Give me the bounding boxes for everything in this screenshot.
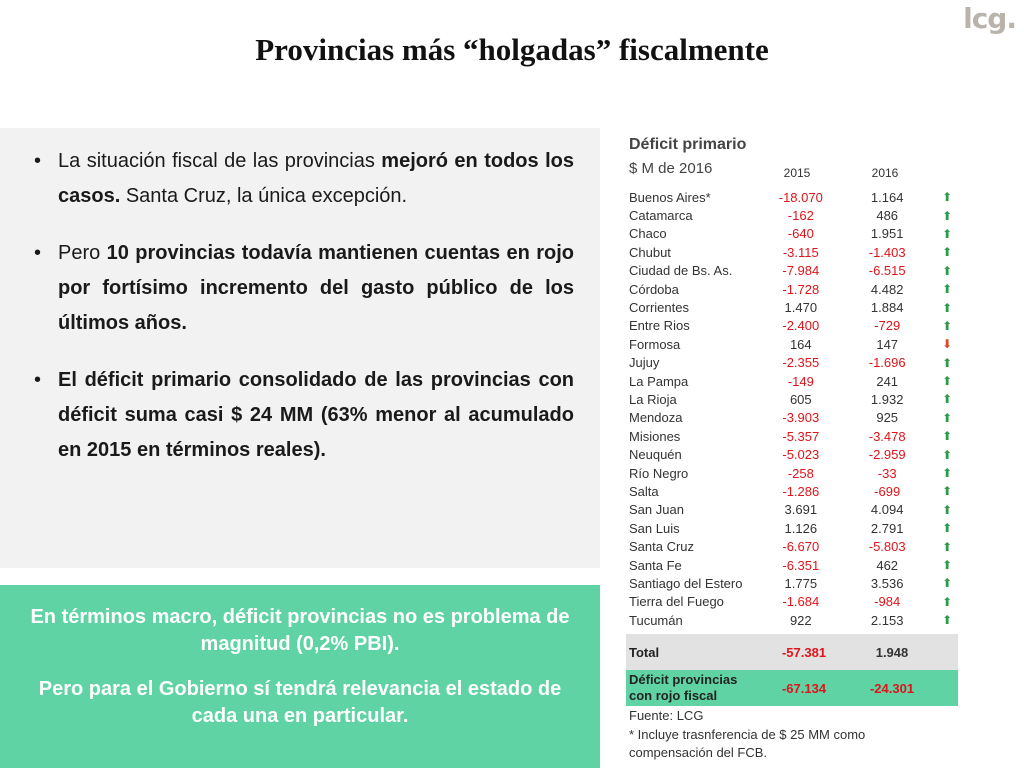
bullet-item: [32, 144, 574, 214]
bullet-text: mejoró en todos los casos.: [58, 150, 574, 207]
conclusion-text-1: En términos macro, déficit provincias no es problema de magnitud (0,2% PBI).: [30, 606, 570, 655]
province-table: [626, 188, 958, 629]
arrow-up-icon: ⬆: [942, 318, 953, 333]
value-2015: -3.115: [782, 244, 819, 260]
province-name: Catamarca: [629, 208, 693, 224]
conclusion-box: [0, 585, 600, 768]
value-2015: 164: [789, 336, 812, 352]
arrow-up-icon: ⬆: [942, 226, 953, 241]
arrow-up-icon: ⬆: [942, 282, 953, 297]
value-2015: -2.355: [782, 355, 820, 371]
value-2016: -729: [874, 318, 901, 334]
value-2016: 1.951: [870, 226, 904, 242]
value-2015: 605: [789, 391, 812, 407]
table-row: [626, 537, 958, 555]
bullet-text: El déficit primario consolidado de las provincias con déficit suma casi $ 24 MM (63% menor al acumulado en 2015 en términos reales).: [58, 369, 574, 461]
total-label: Total: [629, 644, 660, 660]
province-name: Ciudad de Bs. As.: [629, 263, 733, 279]
table-row: [626, 611, 958, 629]
province-name: Chubut: [629, 244, 671, 260]
value-2015: -149: [787, 373, 814, 389]
bullet-dot-icon: •: [34, 150, 42, 172]
province-name: Santiago del Estero: [629, 575, 743, 591]
value-2015: -6.351: [782, 557, 820, 573]
value-2015: -1.286: [782, 483, 820, 499]
arrow-up-icon: ⬆: [942, 429, 953, 444]
arrow-up-icon: ⬆: [942, 521, 953, 536]
arrow-down-icon: ⬇: [942, 337, 953, 352]
value-2015: -1.684: [782, 594, 820, 610]
value-2016: -699: [874, 483, 901, 499]
column-header-2016: 2016: [871, 166, 899, 180]
table-row: [626, 556, 958, 574]
footnote: * Incluye trasnferencia de $ 25 MM como compensación del FCB.: [629, 727, 866, 760]
table-subtitle: $ M de 2016: [629, 160, 713, 177]
table-title: Déficit primario: [629, 136, 747, 153]
value-2016: -5.803: [868, 539, 906, 555]
value-2015: 922: [789, 612, 812, 628]
bullet-item: [32, 363, 574, 468]
arrow-up-icon: ⬆: [942, 208, 953, 223]
table-row: [626, 280, 958, 298]
table-row: [626, 188, 958, 206]
value-2015: -2.400: [782, 318, 820, 334]
arrow-up-icon: ⬆: [942, 245, 953, 260]
lcg-logo: lcg.: [963, 2, 1016, 35]
arrow-up-icon: ⬆: [942, 355, 953, 370]
value-2015: -5.023: [782, 447, 820, 463]
value-2016: 1.884: [870, 300, 904, 316]
arrow-up-icon: ⬆: [942, 484, 953, 499]
province-name: San Juan: [629, 502, 684, 518]
arrow-up-icon: ⬆: [942, 594, 953, 609]
total-2016: 1.948: [875, 644, 909, 660]
province-name: Tierra del Fuego: [629, 594, 724, 610]
conclusion-text-2: Pero para el Gobierno sí tendrá relevancia el estado de cada una en particular.: [38, 678, 562, 727]
table-row: [626, 593, 958, 611]
table-row: [626, 335, 958, 353]
value-2015: -162: [787, 208, 814, 224]
table-row: [626, 427, 958, 445]
arrow-up-icon: ⬆: [942, 263, 953, 278]
value-2015: -1.728: [782, 281, 820, 297]
value-2016: 2.153: [870, 612, 904, 628]
value-2015: -6.670: [782, 539, 820, 555]
table-row: [626, 519, 958, 537]
value-2016: -33: [877, 465, 897, 481]
province-name: Jujuy: [629, 355, 660, 371]
province-name: Neuquén: [629, 447, 682, 463]
value-2016: 925: [876, 410, 899, 426]
province-name: Entre Rios: [629, 318, 690, 334]
value-2015: -5.357: [782, 428, 820, 444]
province-name: Río Negro: [629, 465, 689, 481]
table-row: [626, 464, 958, 482]
province-name: Mendoza: [629, 410, 683, 426]
value-2016: 241: [876, 373, 899, 389]
table-row: [626, 317, 958, 335]
bullet-item: [32, 236, 574, 341]
arrow-up-icon: ⬆: [942, 392, 953, 407]
value-2016: 1.932: [870, 391, 904, 407]
province-name: Formosa: [629, 336, 681, 352]
value-2016: 486: [876, 208, 899, 224]
arrow-up-icon: ⬆: [942, 539, 953, 554]
bullet-dot-icon: •: [34, 242, 42, 264]
bullet-text: 10 provincias todavía mantienen cuentas en rojo por fortísimo incremento del gasto público de los últimos años.: [58, 242, 574, 334]
province-name: Salta: [629, 483, 659, 499]
value-2015: 1.775: [784, 575, 818, 591]
value-2016: 4.482: [870, 281, 904, 297]
arrow-up-icon: ⬆: [942, 502, 953, 517]
province-name: Corrientes: [629, 300, 689, 316]
value-2015: 1.126: [784, 520, 818, 536]
total-row: [626, 634, 958, 670]
value-2016: -984: [874, 594, 901, 610]
value-2016: -1.403: [868, 244, 906, 260]
column-header-2015: 2015: [783, 166, 811, 180]
bullet-text: La situación fiscal de las provincias: [58, 150, 382, 172]
value-2016: -1.696: [868, 355, 906, 371]
value-2015: -18.070: [778, 189, 823, 205]
table-row: [626, 409, 958, 427]
province-name: Buenos Aires*: [629, 189, 711, 205]
value-2015: 1.470: [784, 300, 818, 316]
table-row: [626, 243, 958, 261]
total-2015: -57.381: [781, 644, 827, 660]
value-2015: -258: [787, 465, 814, 481]
province-name: La Rioja: [629, 391, 677, 407]
table-row: [626, 445, 958, 463]
arrow-up-icon: ⬆: [942, 190, 953, 205]
province-name: Santa Fe: [629, 557, 682, 573]
table-row: [626, 262, 958, 280]
province-name: Misiones: [629, 428, 681, 444]
table-row: [626, 206, 958, 224]
province-name: Chaco: [629, 226, 667, 242]
arrow-up-icon: ⬆: [942, 576, 953, 591]
province-name: Santa Cruz: [629, 539, 695, 555]
value-2016: 4.094: [870, 502, 904, 518]
value-2015: -3.903: [782, 410, 820, 426]
arrow-up-icon: ⬆: [942, 466, 953, 481]
table-row: [626, 390, 958, 408]
arrow-up-icon: ⬆: [942, 613, 953, 628]
province-name: Tucumán: [629, 612, 683, 628]
deficit-2015: -67.134: [781, 680, 827, 696]
page-title: Provincias más “holgadas” fiscalmente: [255, 32, 769, 67]
bullet-text: Pero: [58, 242, 107, 264]
deficit-row: [626, 670, 958, 706]
value-2016: 2.791: [870, 520, 904, 536]
bullet-dot-icon: •: [34, 369, 42, 391]
arrow-up-icon: ⬆: [942, 410, 953, 425]
source-note: Fuente: LCG: [629, 708, 704, 723]
deficit-label: Déficit provincias con rojo fiscal: [629, 672, 738, 703]
value-2016: 3.536: [870, 575, 904, 591]
bullet-text: Santa Cruz, la única excepción.: [120, 185, 408, 207]
arrow-up-icon: ⬆: [942, 374, 953, 389]
province-name: San Luis: [629, 520, 680, 536]
arrow-up-icon: ⬆: [942, 558, 953, 572]
value-2016: 1.164: [870, 189, 904, 205]
value-2016: 147: [876, 336, 899, 352]
table-row: [626, 354, 958, 372]
value-2015: -640: [787, 226, 814, 242]
table-row: [626, 372, 958, 390]
table-row: [626, 482, 958, 500]
arrow-up-icon: ⬆: [942, 300, 953, 315]
value-2015: -7.984: [782, 263, 820, 279]
value-2016: -2.959: [868, 447, 906, 463]
table-row: [626, 225, 958, 243]
bullets-panel: [0, 128, 600, 568]
value-2015: 3.691: [784, 502, 818, 518]
table-row: [626, 298, 958, 316]
value-2016: -3.478: [868, 428, 906, 444]
value-2016: 462: [876, 557, 899, 573]
value-2016: -6.515: [868, 263, 906, 279]
arrow-up-icon: ⬆: [942, 447, 953, 462]
province-name: Córdoba: [629, 281, 679, 297]
deficit-2016: -24.301: [869, 680, 915, 696]
table-row: [626, 574, 958, 592]
bullet-list: [32, 144, 574, 490]
table-row: [626, 501, 958, 519]
province-name: La Pampa: [629, 373, 689, 389]
